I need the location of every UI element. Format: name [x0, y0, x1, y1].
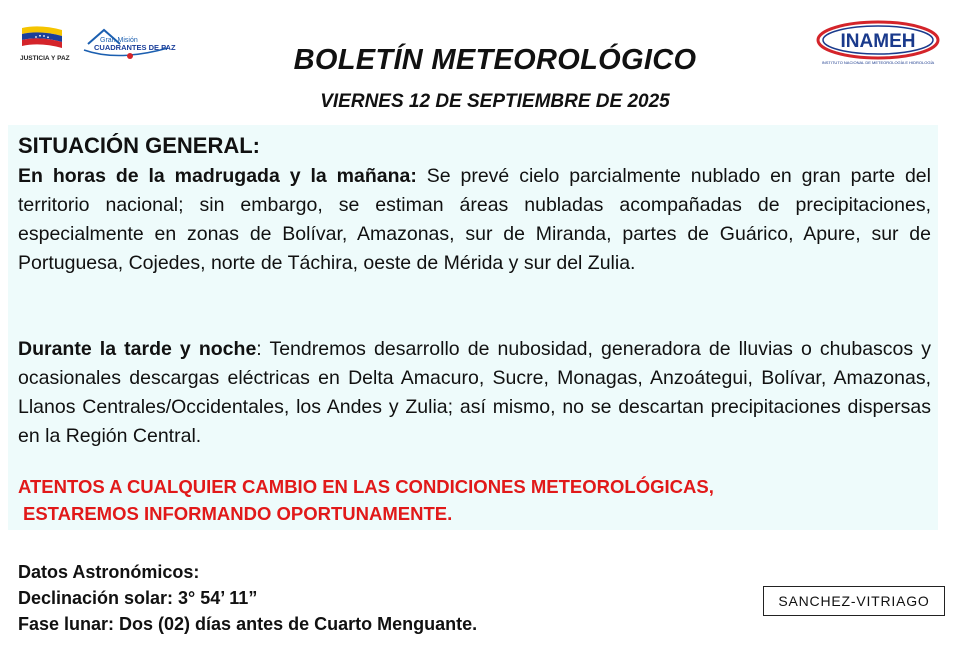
astro-title: Datos Astronómicos: — [18, 562, 200, 582]
logo-line1: Gran Misión — [100, 37, 138, 44]
morning-text: Se prevé cielo parcialmente nublado en gran parte del territorio nacional; sin embargo, se estiman áreas nubladas acompañadas de precipitaciones, especialmente en zonas de Bolívar, Amazonas, sur de Miranda, partes de Guárico, Apure, sur de Portuguesa, Cojedes, norte de Táchira, oeste de Mérida y sur del Zulia. — [18, 165, 931, 274]
solar-declination: Declinación solar: 3° 54’ 11” — [18, 588, 258, 608]
logo-line2: CUADRANTES DE PAZ — [94, 43, 176, 52]
afternoon-forecast — [18, 335, 931, 451]
alert-line-1: ATENTOS A CUALQUIER CAMBIO EN LAS CONDICIONES METEOROLÓGICAS, — [18, 476, 714, 497]
inameh-subtitle: INSTITUTO NACIONAL DE METEOROLOGÍA E HIDROLOGÍA — [821, 60, 935, 65]
moon-phase: Fase lunar: Dos (02) días antes de Cuarto Menguante. — [18, 614, 478, 634]
afternoon-text: : Tendremos desarrollo de nubosidad, generadora de lluvias o chubascos y ocasionales descargas eléctricas en Delta Amacuro, Sucre, Monagas, Anzoátegui, Bolívar, Amazonas, Llanos Centrales/Occidentales, los Andes y Zulia; así mismo, no se descartan precipitaciones dispersas en la Región Central. — [18, 338, 931, 447]
astronomical-data — [18, 559, 477, 637]
situation-panel — [8, 125, 938, 530]
author-box: SANCHEZ-VITRIAGO — [763, 586, 945, 616]
page-title: BOLETÍN METEOROLÓGICO — [293, 44, 697, 76]
afternoon-lead: Durante la tarde y noche — [18, 338, 257, 360]
logo-caption: JUSTICIA Y PAZ — [20, 55, 70, 62]
morning-lead: En horas de la madrugada y la mañana: — [18, 165, 417, 187]
situation-title: SITUACIÓN GENERAL: — [18, 133, 260, 158]
morning-forecast — [18, 162, 931, 278]
alert-notice — [18, 473, 714, 527]
inameh-name: INAMEH — [840, 31, 916, 52]
alert-line-2: ESTAREMOS INFORMANDO OPORTUNAMENTE. — [23, 503, 453, 524]
bulletin-date: VIERNES 12 DE SEPTIEMBRE DE 2025 — [320, 91, 670, 112]
